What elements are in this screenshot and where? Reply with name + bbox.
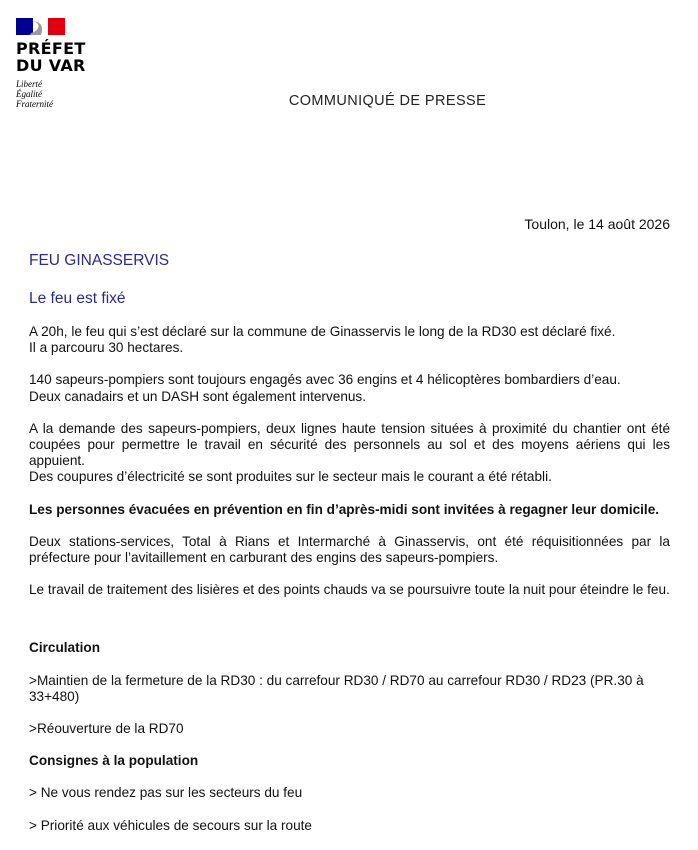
consignes-title: Consignes à la population xyxy=(29,753,199,769)
section-spacer xyxy=(29,614,670,640)
motto-liberte: Liberté xyxy=(16,79,42,89)
page-subtitle: Le feu est fixé xyxy=(29,290,126,307)
prefect-name-line1: PRÉFET xyxy=(16,39,86,58)
paragraph-resources-line2: Deux canadairs et un DASH sont également intervenus. xyxy=(29,388,367,404)
paragraph-fire-status-line1: A 20h, le feu qui s’est déclaré sur la commune de Ginasservis le long de la RD30 est déclaré fixé. xyxy=(29,324,616,339)
paragraph-power-lines xyxy=(29,421,670,486)
circulation-item: >Maintien de la fermeture de la RD30 : du carrefour RD30 / RD70 au carrefour RD30 / RD23 (PR.30 à 33+480) xyxy=(29,672,644,704)
consignes-section xyxy=(29,753,670,834)
paragraph-power-lines-line2: Des coupures d’électricité se sont produites sur le secteur mais le courant a été rétabli. xyxy=(29,469,552,485)
marianne-flag-logo xyxy=(16,18,65,35)
motto-egalite: Égalité xyxy=(16,89,42,99)
consignes-item: > Priorité aux véhicules de secours sur la route xyxy=(29,817,312,833)
paragraph-fire-status xyxy=(29,324,670,356)
prefect-name xyxy=(16,40,136,74)
press-release-body xyxy=(29,324,670,850)
motto-fraternite: Fraternité xyxy=(16,99,53,109)
date-line: Toulon, le 14 août 2026 xyxy=(524,216,670,232)
circulation-item: >Réouverture de la RD70 xyxy=(29,721,184,737)
paragraph-power-lines-main: A la demande des sapeurs-pompiers, deux lignes haute tension situées à proximité du chantier ont été coupées pour permettre le travail en sécurité des personnels au sol et des moyens aériens qui les appuient. xyxy=(29,420,670,469)
paragraph-resources xyxy=(29,372,670,404)
consignes-item: > Ne vous rendez pas sur les secteurs du feu xyxy=(29,785,303,801)
page-title: FEU GINASSERVIS xyxy=(29,252,170,269)
paragraph-resources-line1: 140 sapeurs-pompiers sont toujours engagés avec 36 engins et 4 hélicoptères bombardiers d’eau. xyxy=(29,372,621,388)
paragraph-fire-status-line2: Il a parcouru 30 hectares. xyxy=(29,340,184,356)
document-type: COMMUNIQUÉ DE PRESSE xyxy=(288,93,487,109)
paragraph-evacuees: Les personnes évacuées en prévention en fin d’après-midi sont invitées à regagner leur domicile. xyxy=(29,501,660,517)
paragraph-fuel-stations: Deux stations-services, Total à Rians et Intermarché à Ginasservis, ont été réquisitionnées par la préfecture pour l’avitaillement en carburant des engins des sapeurs-pompiers. xyxy=(29,533,670,566)
circulation-section xyxy=(29,640,670,737)
prefect-name-line2: DU VAR xyxy=(16,56,86,75)
circulation-title: Circulation xyxy=(29,640,100,656)
paragraph-night-work: Le travail de traitement des lisières et des points chauds va se poursuivre toute la nuit pour éteindre le feu. xyxy=(29,582,670,598)
